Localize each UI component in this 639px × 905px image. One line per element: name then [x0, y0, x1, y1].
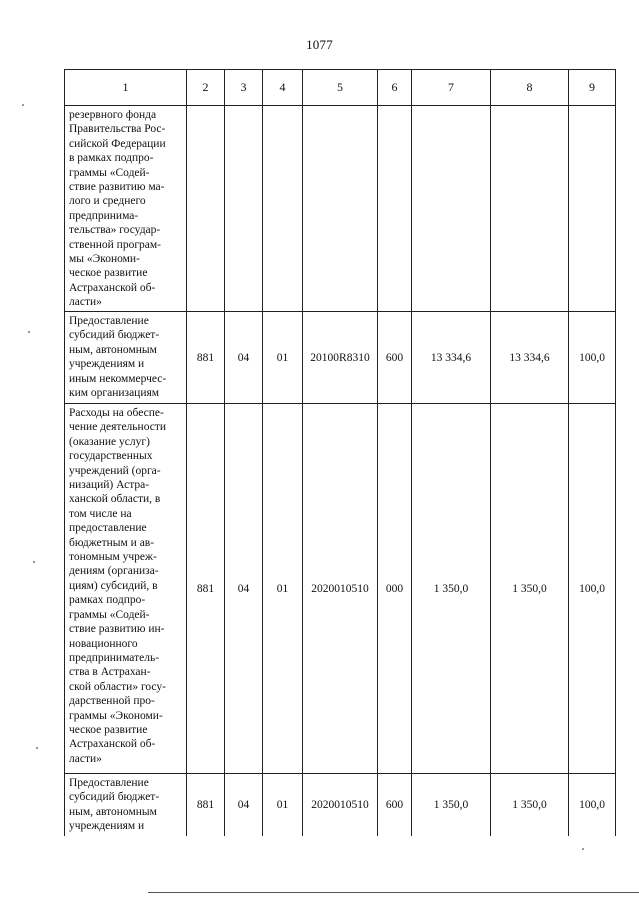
section-cell: 04	[225, 312, 263, 404]
description-line: ческое развитие	[69, 267, 148, 280]
description-line: граммы «Экономи-	[69, 709, 163, 722]
description-line: ным, автономным	[69, 805, 157, 818]
amount-cell: 13 334,6	[491, 312, 569, 404]
table-row	[65, 312, 616, 404]
target-article-cell: 2020010510	[303, 404, 378, 774]
description-line: ласти»	[69, 296, 102, 309]
description-line: (оказание услуг)	[69, 435, 150, 448]
scan-speck	[28, 331, 30, 333]
description-line: ческое развитие	[69, 723, 148, 736]
description-line: бюджетным и ав-	[69, 536, 155, 549]
column-header: 9	[569, 70, 616, 106]
admin-code-cell: 881	[187, 774, 225, 837]
expense-type-cell: 600	[378, 312, 412, 404]
description-line: субсидий бюджет-	[69, 329, 160, 342]
description-line: субсидий бюджет-	[69, 791, 160, 804]
percent-cell: 100,0	[569, 312, 616, 404]
column-header: 4	[263, 70, 303, 106]
amount-cell	[412, 106, 491, 312]
description-line: рамках подпро-	[69, 594, 146, 607]
description-line: учреждений (орга-	[69, 464, 161, 477]
description-line: чение деятельности	[69, 421, 167, 434]
target-article-cell: 2020010510	[303, 774, 378, 837]
scan-speck	[36, 747, 38, 749]
description-line: мы «Экономи-	[69, 253, 140, 266]
header-row	[65, 70, 616, 106]
column-header: 6	[378, 70, 412, 106]
description-line: ской области» госу-	[69, 680, 166, 693]
description-line: Правительства Рос-	[69, 123, 166, 136]
expense-type-cell: 000	[378, 404, 412, 774]
description-line: Астраханской об-	[69, 281, 156, 294]
scan-speck	[22, 104, 24, 106]
budget-table	[64, 69, 616, 836]
description-line: ства в Астрахан-	[69, 666, 151, 679]
section-cell	[225, 106, 263, 312]
column-header: 7	[412, 70, 491, 106]
description-line: дарственной про-	[69, 695, 155, 708]
percent-cell: 100,0	[569, 404, 616, 774]
subsection-cell: 01	[263, 774, 303, 837]
admin-code-cell	[187, 106, 225, 312]
description-line: государственных	[69, 450, 153, 463]
expense-type-cell	[378, 106, 412, 312]
description-line: ственной програм-	[69, 238, 162, 251]
description-line: том числе на	[69, 507, 132, 520]
description-line: низаций) Астра-	[69, 479, 150, 492]
column-header: 8	[491, 70, 569, 106]
description-line: тономным учреж-	[69, 551, 157, 564]
description-line: циям) субсидий, в	[69, 579, 158, 592]
description-cell	[65, 312, 187, 404]
column-header: 2	[187, 70, 225, 106]
amount-cell: 1 350,0	[412, 404, 491, 774]
description-line: лого и среднего	[69, 195, 146, 208]
description-line: Астраханской об-	[69, 738, 156, 751]
subsection-cell: 01	[263, 404, 303, 774]
column-header: 5	[303, 70, 378, 106]
expense-type-cell: 600	[378, 774, 412, 837]
scan-speck	[33, 561, 35, 563]
description-line: новационного	[69, 637, 138, 650]
column-header: 3	[225, 70, 263, 106]
target-article-cell	[303, 106, 378, 312]
bottom-divider	[148, 892, 639, 893]
amount-cell: 1 350,0	[412, 774, 491, 837]
description-line: ким организациям	[69, 387, 160, 400]
admin-code-cell: 881	[187, 312, 225, 404]
scan-speck	[582, 848, 584, 850]
description-line: ханской области, в	[69, 493, 161, 506]
description-line: ным, автономным	[69, 343, 157, 356]
section-cell: 04	[225, 404, 263, 774]
description-line: предоставление	[69, 522, 147, 535]
description-line: Расходы на обеспе-	[69, 407, 164, 419]
subsection-cell	[263, 106, 303, 312]
percent-cell	[569, 106, 616, 312]
description-line: граммы «Содей-	[69, 166, 150, 179]
amount-cell: 1 350,0	[491, 404, 569, 774]
column-header: 1	[65, 70, 187, 106]
description-line: тельства» государ-	[69, 224, 161, 237]
description-line: предпринима-	[69, 209, 139, 222]
description-line: сийской Федерации	[69, 137, 166, 150]
table-row	[65, 774, 616, 837]
description-line: резервного фонда	[69, 109, 157, 121]
description-line: ласти»	[69, 752, 102, 765]
description-cell	[65, 774, 187, 837]
description-line: учреждениям и	[69, 358, 145, 371]
description-line: Предоставление	[69, 777, 149, 789]
subsection-cell: 01	[263, 312, 303, 404]
amount-cell: 1 350,0	[491, 774, 569, 837]
percent-cell: 100,0	[569, 774, 616, 837]
admin-code-cell: 881	[187, 404, 225, 774]
amount-cell	[491, 106, 569, 312]
description-line: в рамках подпро-	[69, 152, 154, 165]
description-line: ствие развитию ин-	[69, 623, 165, 636]
description-line: ствие развитию ма-	[69, 181, 165, 194]
table-row	[65, 106, 616, 312]
description-cell	[65, 106, 187, 312]
section-cell: 04	[225, 774, 263, 837]
amount-cell: 13 334,6	[412, 312, 491, 404]
description-line: предприниматель-	[69, 651, 160, 664]
target-article-cell: 20100R8310	[303, 312, 378, 404]
description-line: учреждениям и	[69, 820, 145, 833]
description-line: Предоставление	[69, 315, 149, 327]
description-line: иным некоммерчес-	[69, 372, 167, 385]
description-cell	[65, 404, 187, 774]
description-line: граммы «Содей-	[69, 608, 150, 621]
page-number: 1077	[306, 37, 333, 52]
table-row	[65, 404, 616, 774]
description-line: дениям (организа-	[69, 565, 159, 578]
